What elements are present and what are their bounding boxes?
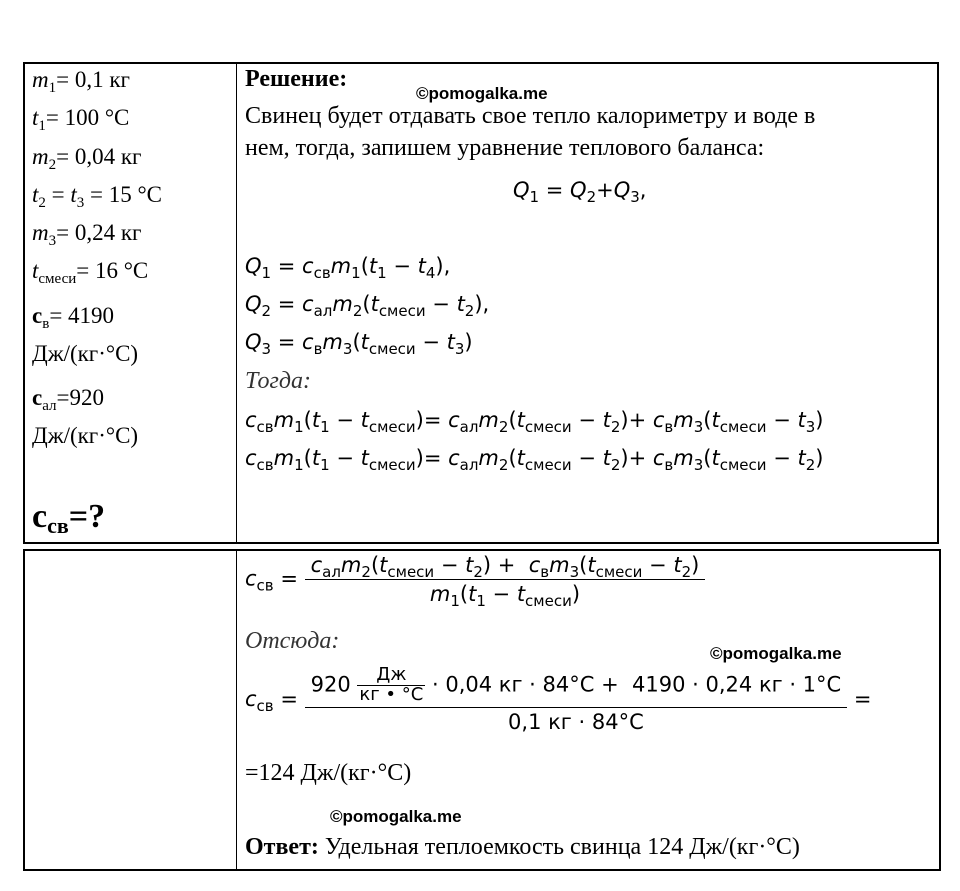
given-c-water-unit: Дж/(кг·°С) (32, 341, 139, 366)
expanded-equation-2: $c_{св}m_1(t_1 - t_{смеси})= c_{ал}m_2(t_{смеси} - t_2)+ c_вm_3(t_{смеси} - t_2)$ (245, 446, 824, 474)
given-m3: $m_3= 0,24$ кг (32, 220, 142, 249)
numeric-substitution: $c_{св}$ = 920 $\frac{Дж}{кг • ^\circ С}$ · 0,04 кг · 84°С + 4190 · 0,24 кг · 1°С 0,1 кг · 84°С = (245, 664, 872, 734)
given-c-water: $с_в= 4190$ (32, 303, 115, 332)
watermark: ©pomogalka.me (416, 84, 548, 103)
given-m1: $m_1= 0,1$ кг (32, 67, 130, 96)
then-label: Тогда: (245, 368, 311, 394)
q3-formula: $Q_3 = c_вm_3(t_{смеси} - t_3)$ (245, 330, 473, 358)
watermark: ©pomogalka.me (710, 644, 842, 663)
heat-balance-equation: $Q_1 = Q_2+Q_3$, (513, 178, 647, 206)
answer-line (245, 834, 800, 861)
answer-label: Ответ: (245, 834, 319, 860)
hence-label: Отсюда: (245, 628, 340, 654)
column-divider (236, 64, 237, 542)
given-t-mix: $t_{смеси}= 16$ °С (32, 258, 149, 287)
watermark: ©pomogalka.me (330, 807, 462, 826)
solution-heading: Решение: (245, 66, 348, 92)
unknown-c-lead: $с_{св}=$? (32, 498, 106, 538)
given-t1: $t_1= 100$ °С (32, 105, 130, 134)
intro-line-2: нем, тогда, запишем уравнение теплового баланса: (245, 135, 765, 161)
c-lead-formula: $c_{св}$ = $\frac{c_{ал}m_2(t_{смеси} - t_2) + c_вm_3(t_{смеси} - t_2)}{m_1(t_1 - t_{смеси})}$ (245, 553, 705, 606)
given-m2: $m_2= 0,04$ кг (32, 144, 142, 173)
result-value: =124 Дж/(кг·°С) (245, 760, 412, 786)
given-c-al: $с_{ал}=920$ (32, 385, 104, 414)
column-divider (236, 551, 237, 869)
q1-formula: $Q_1 = c_{св}m_1(t_1 - t_4)$, (245, 254, 451, 282)
given-t2-t3: $t_2 = t_3 = 15$ °С (32, 182, 163, 211)
answer-text: Удельная теплоемкость свинца 124 Дж/(кг·°С) (324, 834, 800, 860)
intro-line-1: Свинец будет отдавать свое тепло калориметру и воде в (245, 103, 816, 129)
q2-formula: $Q_2 = c_{ал}m_2(t_{смеси} - t_2)$, (245, 292, 490, 320)
given-c-al-unit: Дж/(кг·°С) (32, 423, 139, 448)
expanded-equation-1: $c_{св}m_1(t_1 - t_{смеси})= c_{ал}m_2(t_{смеси} - t_2)+ c_вm_3(t_{смеси} - t_3)$ (245, 408, 824, 436)
